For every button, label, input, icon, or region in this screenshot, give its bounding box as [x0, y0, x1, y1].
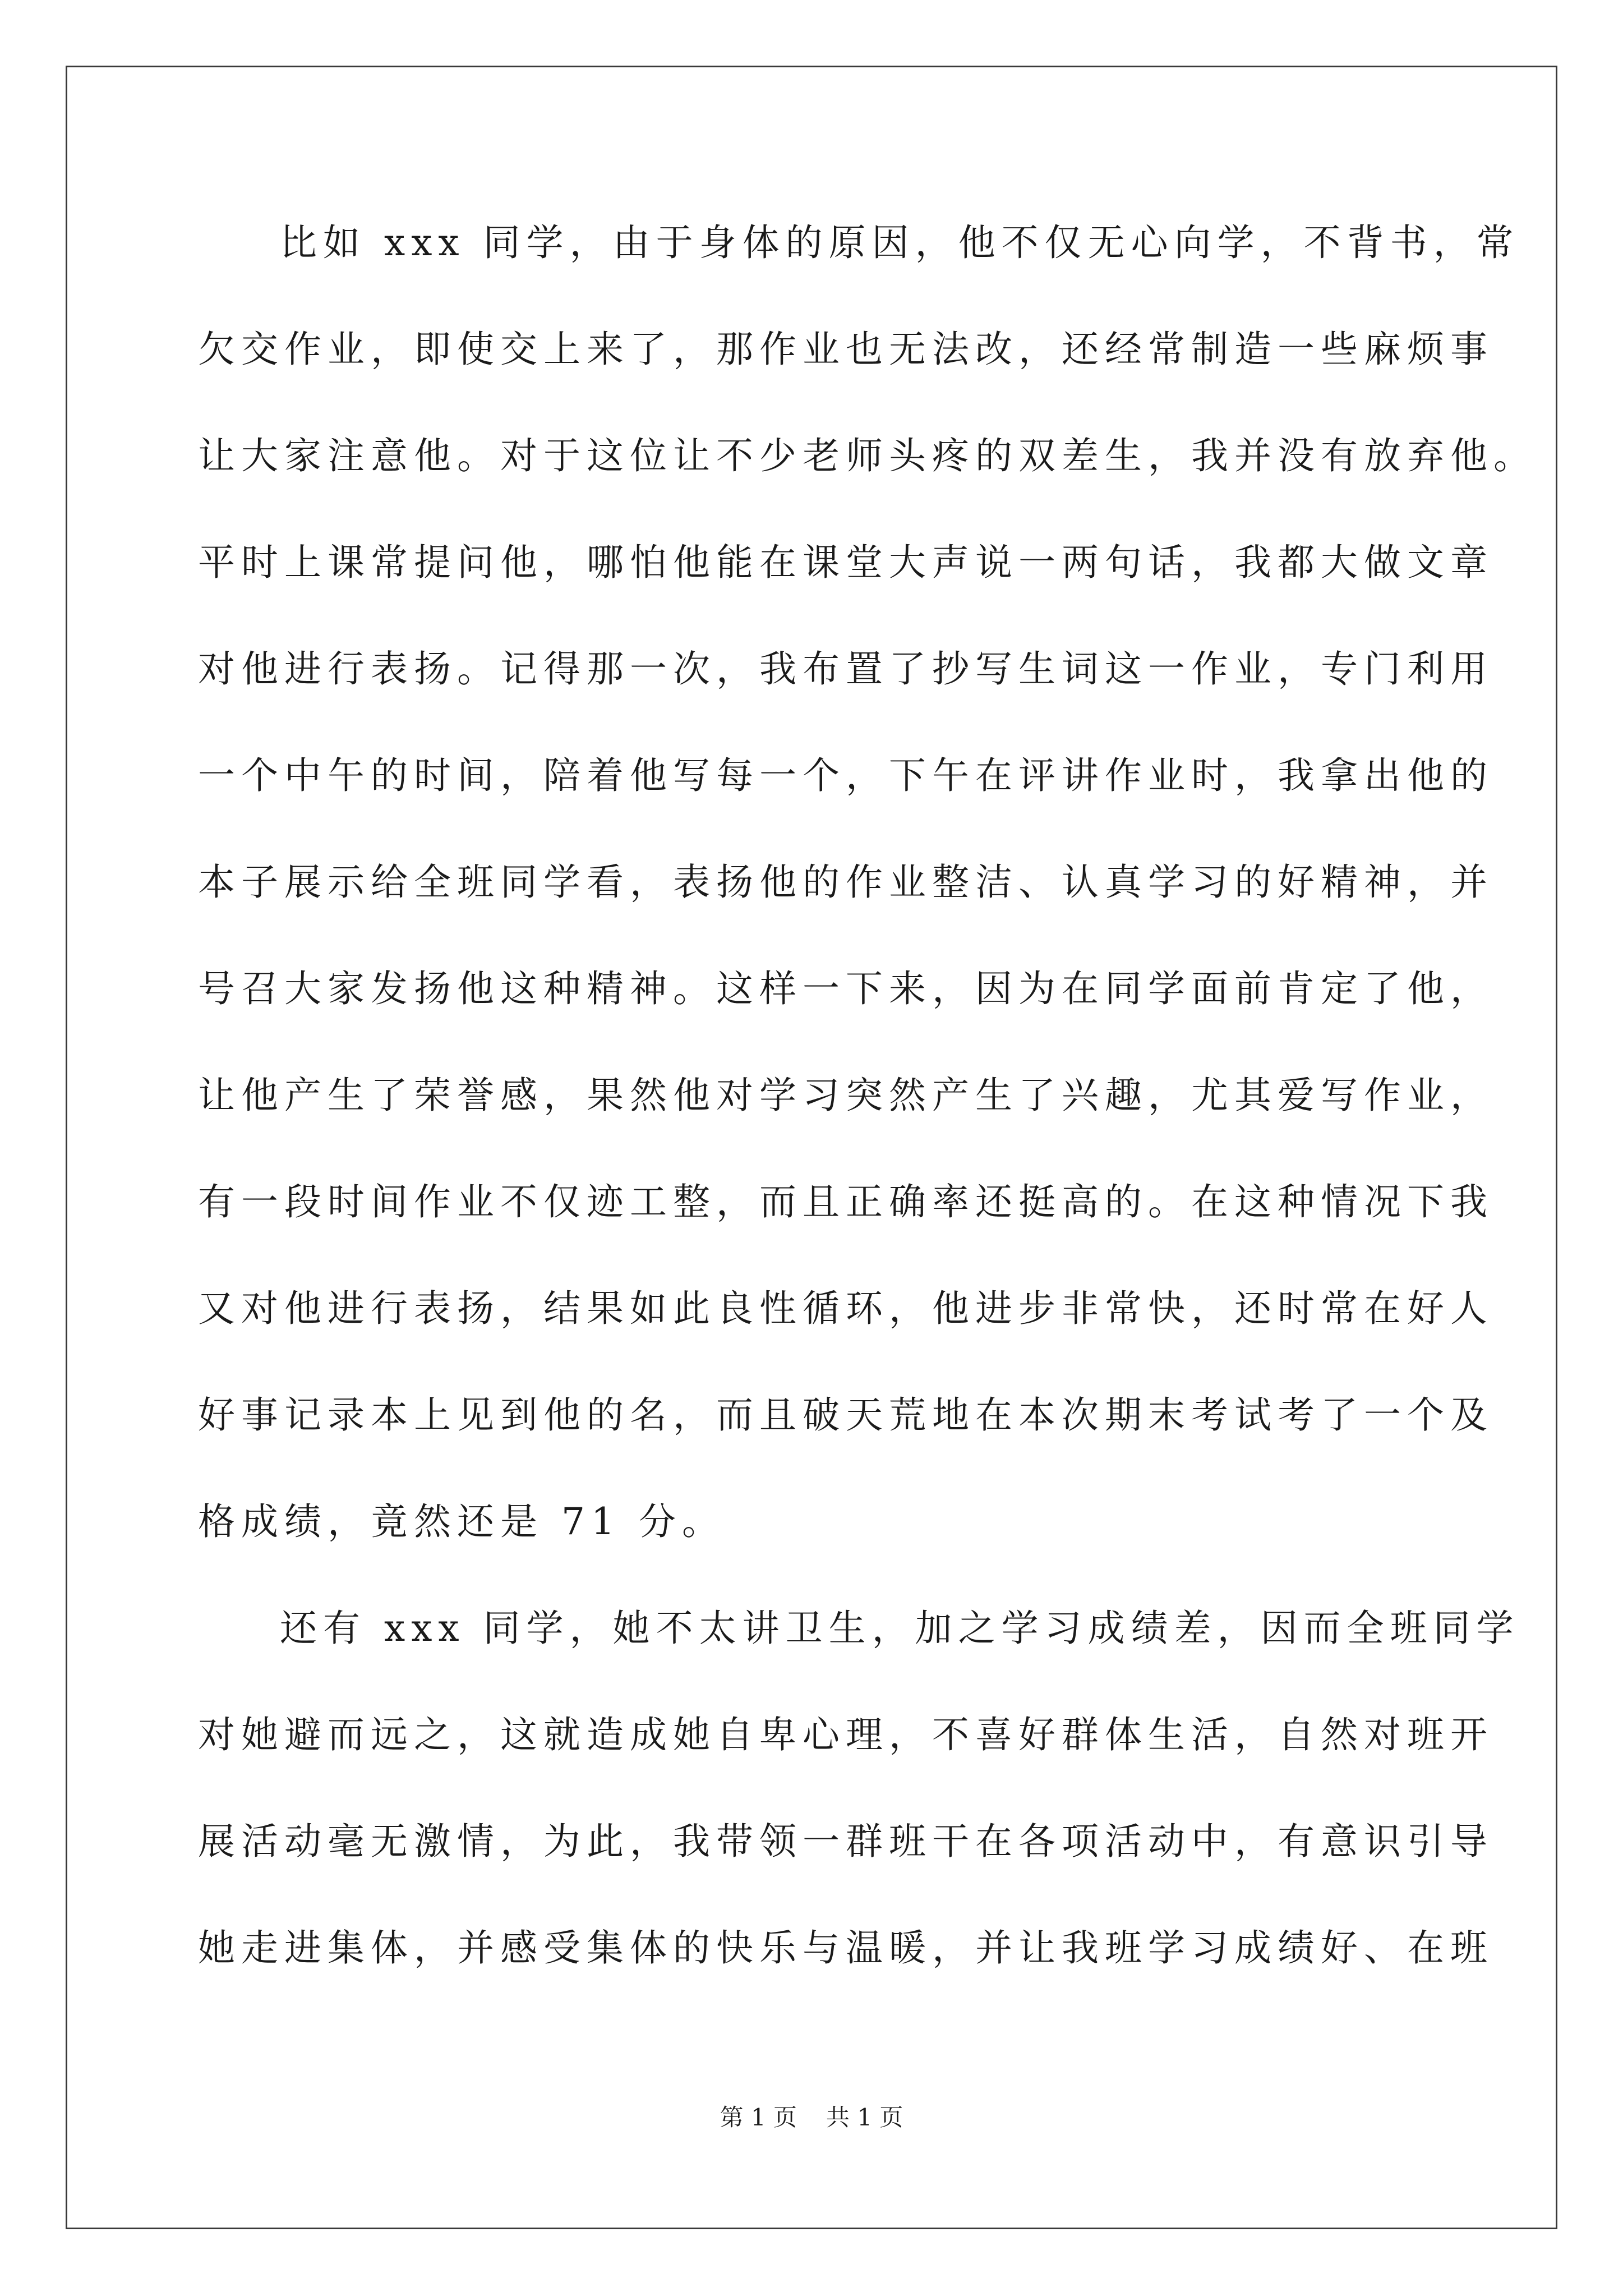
paragraph-line: 号召大家发扬他这种精神。这样一下来，因为在同学面前肯定了他，: [198, 967, 1493, 1010]
paragraph-line: 让他产生了荣誉感，果然他对学习突然产生了兴趣，尤其爱写作业，: [198, 1074, 1493, 1117]
paragraph-line: 对她避而远之，这就造成她自卑心理，不喜好群体生活，自然对班开: [198, 1713, 1493, 1756]
page-footer: [0, 2101, 1623, 2134]
paragraph-line: 有一段时间作业不仅迹工整，而且正确率还挺高的。在这种情况下我: [198, 1180, 1493, 1223]
paragraph-line: 展活动毫无激情，为此，我带领一群班干在各项活动中，有意识引导: [198, 1820, 1493, 1863]
document-body: [198, 215, 1537, 2027]
paragraph-line: 本子展示给全班同学看，表扬他的作业整洁、认真学习的好精神，并: [198, 861, 1493, 904]
paragraph-line: 比如 xxx 同学，由于身体的原因，他不仅无心向学，不背书，常: [280, 221, 1520, 264]
paragraph-line: 又对他进行表扬，结果如此良性循环，他进步非常快，还时常在好人: [198, 1287, 1493, 1330]
paragraph-line: 还有 xxx 同学，她不太讲卫生，加之学习成绩差，因而全班同学: [280, 1607, 1520, 1650]
paragraph-line: 让大家注意他。对于这位让不少老师头疼的双差生，我并没有放弃他。: [198, 434, 1537, 477]
paragraph-line: 平时上课常提问他，哪怕他能在课堂大声说一两句话，我都大做文章: [198, 541, 1493, 584]
paragraph-line: 欠交作业，即使交上来了，那作业也无法改，还经常制造一些麻烦事: [198, 328, 1493, 371]
paragraph: [198, 215, 1537, 1600]
paragraph-line: 对他进行表扬。记得那一次，我布置了抄写生词这一作业，专门利用: [198, 647, 1493, 691]
paragraph-line: 一个中午的时间，陪着他写每一个，下午在评讲作业时，我拿出他的: [198, 754, 1493, 797]
page-number: 第 1 页: [720, 2104, 797, 2131]
paragraph-line: 格成绩，竟然还是 71 分。: [198, 1500, 725, 1543]
paragraph: [198, 1600, 1520, 2027]
paragraph-line: 好事记录本上见到他的名，而且破天荒地在本次期末考试考了一个及: [198, 1393, 1493, 1437]
page-total: 共 1 页: [826, 2104, 903, 2131]
paragraph-line: 她走进集体，并感受集体的快乐与温暖，并让我班学习成绩好、在班: [198, 1926, 1493, 1970]
